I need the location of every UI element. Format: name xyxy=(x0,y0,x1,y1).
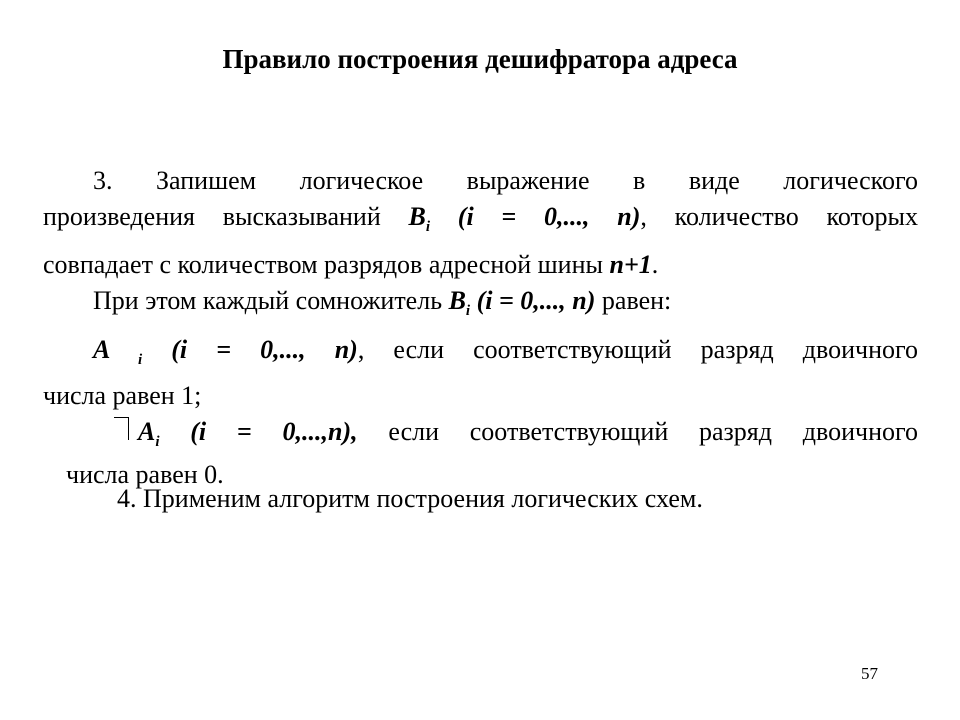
step4-line: 4. Применим алгоритм построения логических схем. xyxy=(117,484,703,513)
bi-symbol: $B_i$ xyxy=(408,202,431,235)
case1-line: A $_i$ (i = 0,..., n), если соответствующий разряд двоичного xyxy=(93,335,919,368)
case1-cont: числа равен 1; xyxy=(43,381,202,410)
ai-range-neg: (i = 0,...,n), xyxy=(159,417,358,446)
case0-cont: числа равен 0. xyxy=(66,460,224,489)
step3-line1: 3. Запишем логическое выражение в виде логического xyxy=(93,166,918,195)
page-number: 57 xyxy=(861,664,878,683)
page-title: Правило построения дешифратора адреса xyxy=(222,44,738,74)
n-plus-1: n+1 xyxy=(609,250,652,279)
ai-symbol: A $_i$ xyxy=(93,335,143,368)
bi-range: (i = 0,..., n) xyxy=(430,202,641,231)
bi-range-2: (i = 0,..., n) xyxy=(470,286,596,315)
bi-symbol-2: $B_i$ xyxy=(448,286,471,319)
case0-line: $A_i$ (i = 0,...,n), если соответствующий разряд двоичного xyxy=(138,417,918,450)
ai-symbol-neg: $A_i$ xyxy=(138,417,160,450)
step3-line2 xyxy=(43,202,918,242)
step3-line2-post: , количество которых xyxy=(640,202,918,231)
negation-icon xyxy=(114,417,129,440)
factor-line: При этом каждый сомножитель $B_i$ (i = 0,..., n) равен: xyxy=(93,286,672,319)
step3-line2-pre: произведения высказываний xyxy=(43,202,409,231)
step3-line3: совпадает с количеством разрядов адресной шины n+1. xyxy=(43,250,659,279)
ai-range: (i = 0,..., n) xyxy=(142,335,358,364)
